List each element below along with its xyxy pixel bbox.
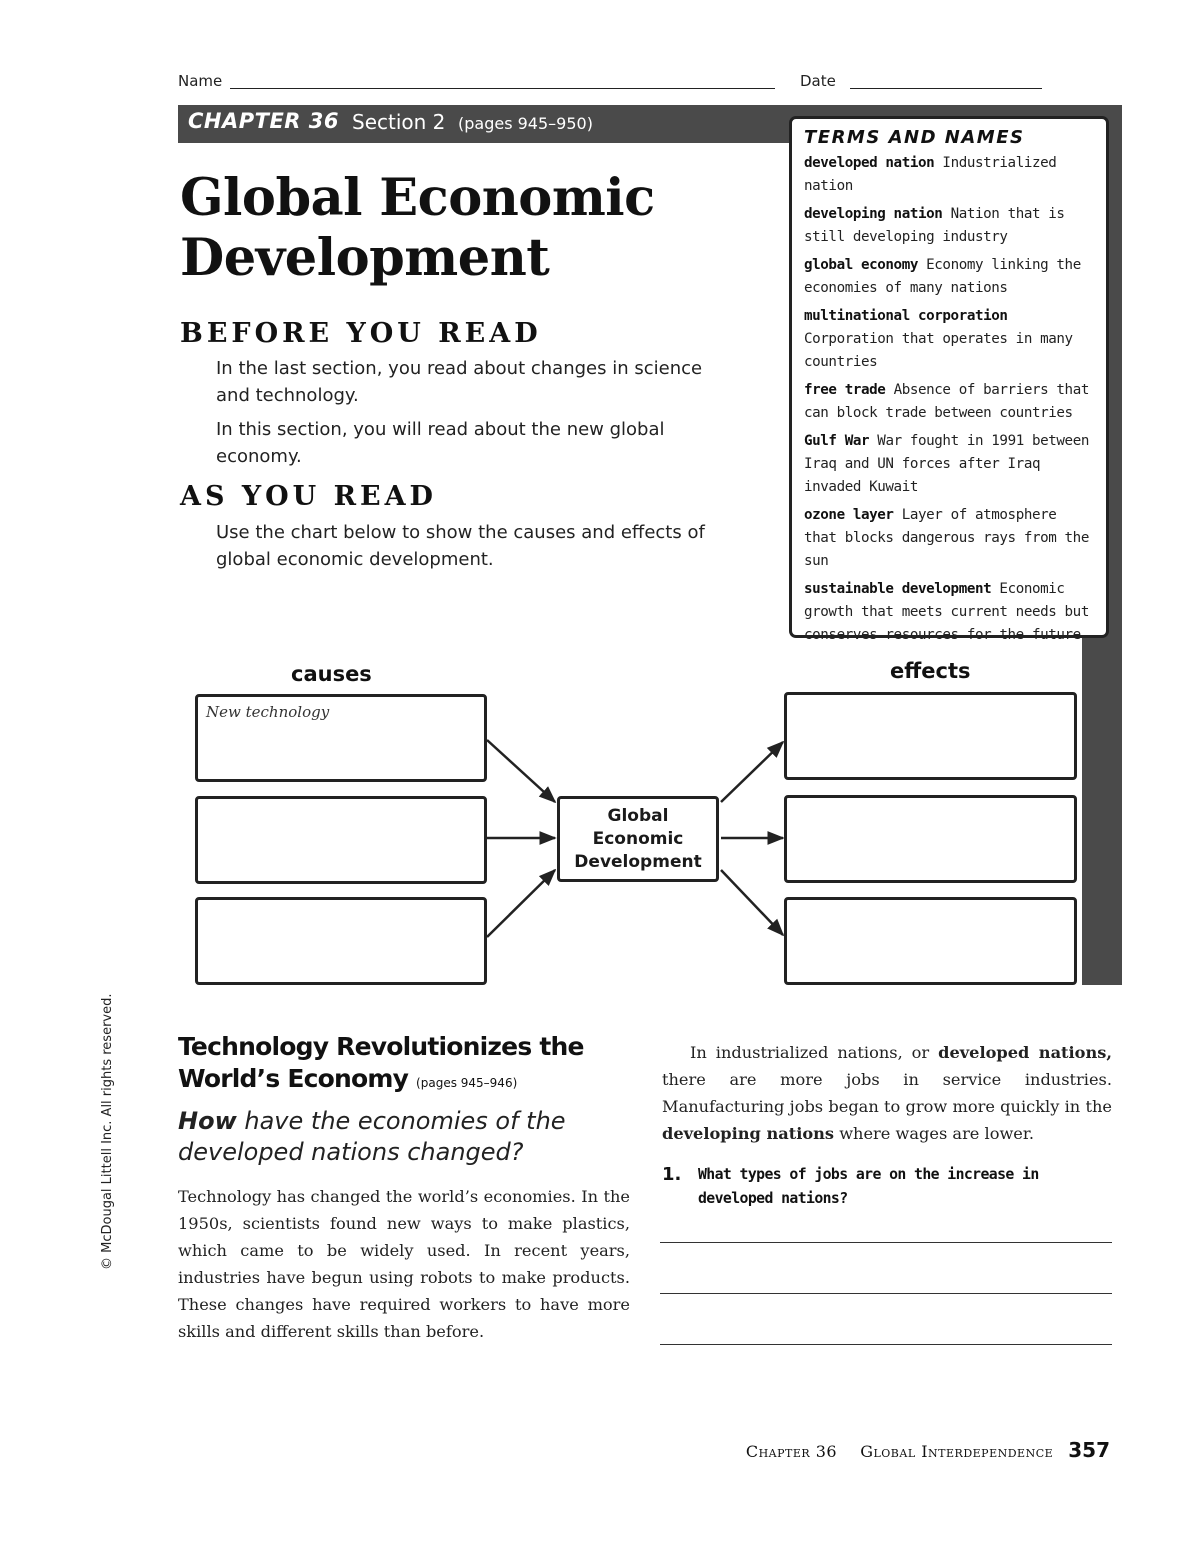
arrow-effect-1	[721, 742, 783, 802]
question-rest: have the economies of the developed nations changed?	[178, 1107, 566, 1166]
term-name: developing nation	[804, 206, 943, 222]
center-box	[557, 796, 719, 882]
page-title: Global Economic Development	[180, 168, 655, 288]
name-label: Name	[178, 72, 223, 90]
as-you-read-para: Use the chart below to show the causes and effects of global economic development.	[216, 522, 705, 570]
section-para-right	[662, 1039, 1112, 1147]
center-label: Global Economic Development	[574, 805, 702, 872]
arrow-cause-1	[487, 740, 555, 802]
term-definition: Layer of atmosphere that blocks dangerous rays from the sun	[804, 507, 1089, 569]
term-definition: Nation that is still developing industry	[804, 206, 1065, 245]
section-number: Section 2	[352, 110, 446, 134]
section-para-left: Technology has changed the world’s economies. In the 1950s, scientists found new ways to make plastics, which came to be widely used. In recent years, industries have begun using robots to make products. These changes have required workers to have more skills and different skills than before.	[178, 1187, 630, 1341]
term-definition: Economic growth that meets current needs but conserves resources for the future	[804, 581, 1089, 643]
chapter-pages: (pages 945–950)	[458, 114, 593, 133]
causes-label: causes	[291, 662, 372, 686]
as-you-read-heading: AS YOU READ	[180, 481, 437, 512]
arrow-cause-3	[487, 870, 555, 937]
para-right-part-3: where wages are lower.	[839, 1124, 1034, 1143]
chapter-number: CHAPTER 36	[188, 109, 340, 133]
effect-box-3[interactable]	[784, 897, 1077, 985]
term-developed-nations: developed nations,	[938, 1043, 1112, 1062]
cause-1-text: New technology	[206, 703, 330, 721]
question-1-text: What types of jobs are on the increase in developed nations?	[698, 1166, 1039, 1207]
term-name: developed nation	[804, 155, 935, 171]
question-1-number: 1.	[662, 1164, 682, 1185]
answer-line-1[interactable]	[660, 1242, 1112, 1243]
term-definition: War fought in 1991 between Iraq and UN forces after Iraq invaded Kuwait	[804, 433, 1089, 495]
cause-box-2[interactable]	[195, 796, 487, 884]
copyright-notice: © McDougal Littell Inc. All rights reserved.	[100, 993, 115, 1270]
term-name: free trade	[804, 382, 886, 398]
term-definition: Absence of barriers that can block trade between countries	[804, 382, 1089, 421]
question-first-word: How	[178, 1107, 237, 1135]
term-name: multinational corporation	[804, 308, 1008, 324]
page-footer	[746, 1438, 1110, 1462]
before-you-read-para-2: In this section, you will read about the new global economy.	[216, 419, 665, 467]
effects-label: effects	[890, 659, 971, 683]
cause-box-3[interactable]	[195, 897, 487, 985]
before-you-read-heading: BEFORE YOU READ	[180, 318, 542, 349]
term-definition: Corporation that operates in many countries	[804, 331, 1073, 370]
answer-line-2[interactable]	[660, 1293, 1112, 1294]
section-title	[178, 1031, 628, 1099]
answer-line-3[interactable]	[660, 1344, 1112, 1345]
footer-unit: Global Interdependence	[860, 1442, 1054, 1461]
term-name: Gulf War	[804, 433, 870, 449]
term-definition: Industrialized nation	[804, 155, 1057, 194]
section-question	[178, 1106, 628, 1168]
terms-title: TERMS AND NAMES	[804, 127, 1025, 148]
arrow-effect-3	[721, 870, 783, 935]
footer-chapter: Chapter 36	[745, 1442, 838, 1461]
before-you-read-para-1: In the last section, you read about changes in science and technology.	[216, 358, 703, 406]
term-definition: Economy linking the economies of many nations	[804, 257, 1081, 296]
term-name: ozone layer	[804, 507, 894, 523]
cause-box-1[interactable]	[195, 694, 487, 782]
term-name: sustainable development	[804, 581, 992, 597]
para-right-part-1: In industrialized nations, or	[690, 1043, 930, 1062]
section-pages: (pages 945–946)	[416, 1076, 518, 1090]
section-title-text: Technology Revolutionizes the World’s Economy	[178, 1032, 584, 1093]
para-right-part-2: there are more jobs in service industries. Manufacturing jobs began to grow more quickly in the	[662, 1070, 1112, 1116]
footer-page-number: 357	[1068, 1438, 1110, 1462]
effect-box-1[interactable]	[784, 692, 1077, 780]
term-name: global economy	[804, 257, 918, 273]
effect-box-2[interactable]	[784, 795, 1077, 883]
date-label: Date	[800, 72, 836, 90]
term-developing-nations: developing nations	[662, 1124, 835, 1143]
